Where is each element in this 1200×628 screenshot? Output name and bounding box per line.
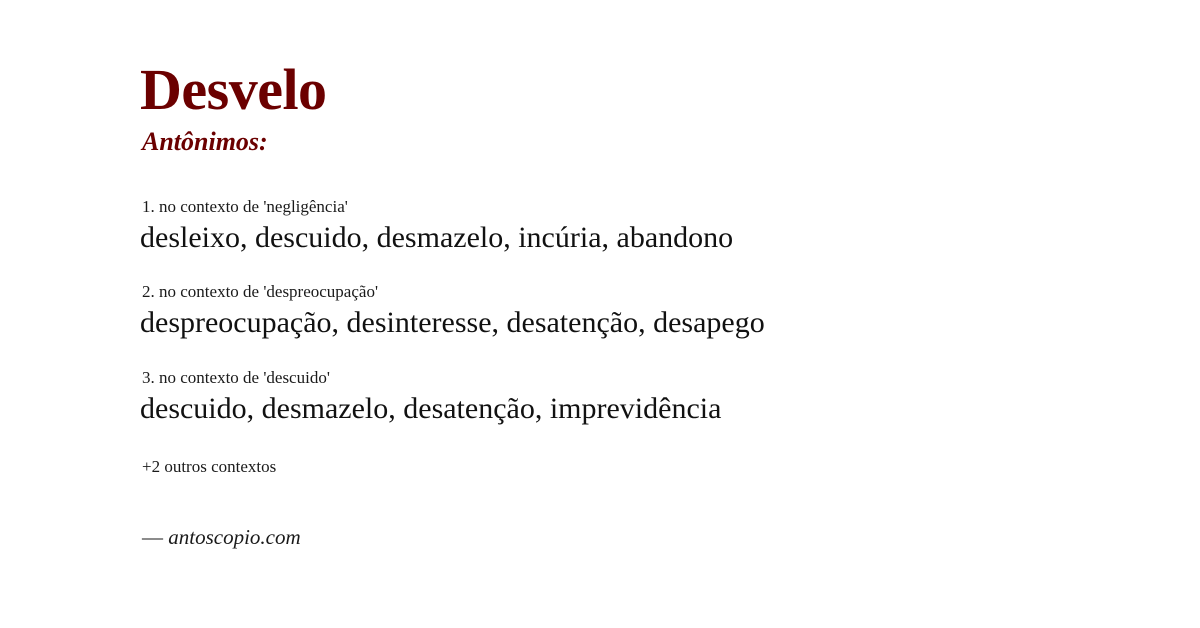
sense-antonyms: descuido, desmazelo, desatenção, imprevidência (140, 391, 722, 425)
section-subtitle: Antônimos: (142, 126, 268, 156)
em-dash-glyph: — (142, 525, 163, 550)
sense-context-label: 3. no contexto de 'descuido' (142, 367, 330, 387)
sense-context-label: 2. no contexto de 'despreocupação' (142, 282, 379, 302)
source-site-label: antoscopio.com (168, 525, 301, 550)
source-attribution (142, 525, 1100, 550)
list-item (140, 282, 1100, 342)
list-item (140, 368, 1100, 428)
sense-antonyms: desleixo, descuido, desmazelo, incúria, abandono (140, 220, 734, 254)
list-item (140, 197, 1100, 257)
antonym-sense-list (140, 197, 1100, 428)
sense-antonyms: despreocupação, desinteresse, desatenção, desapego (140, 306, 765, 340)
more-contexts-label: +2 outros contextos (142, 457, 277, 477)
sense-context-label: 1. no contexto de 'negligência' (142, 196, 348, 216)
page-title: Desvelo (140, 57, 327, 122)
